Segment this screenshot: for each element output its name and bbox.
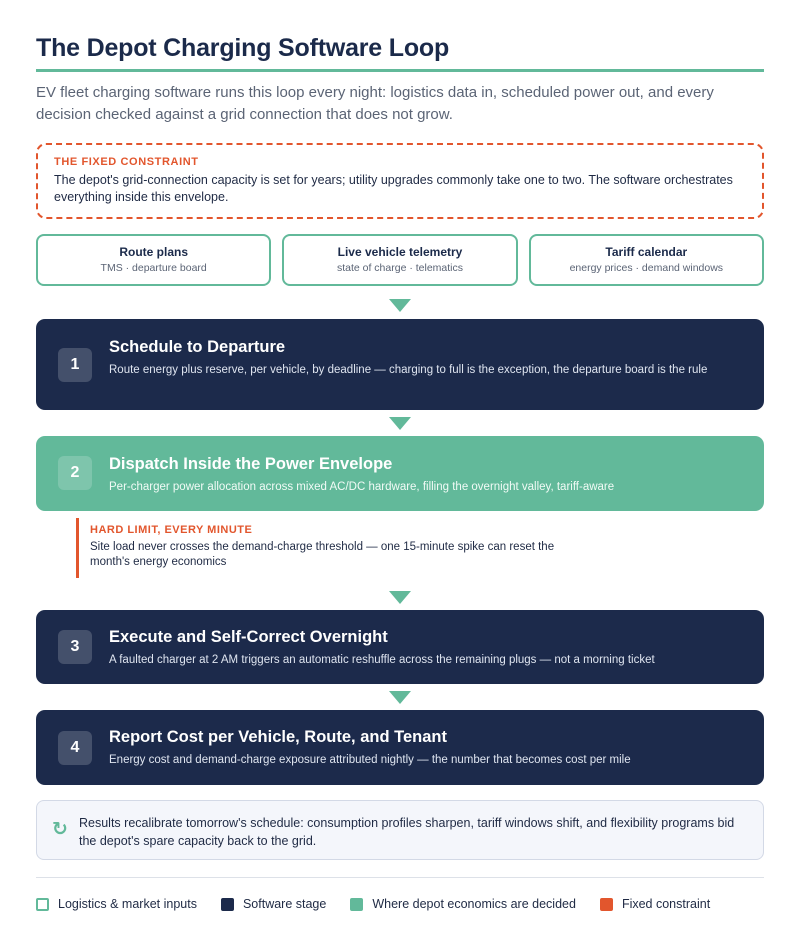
input-tariff-calendar — [529, 234, 764, 286]
legend-item-software-stage — [221, 897, 326, 911]
legend-item-economics — [350, 897, 576, 911]
hard-limit-callout — [76, 518, 576, 578]
stage-number-badge: 2 — [58, 456, 92, 490]
input-subtitle: state of charge · telematics — [336, 262, 464, 274]
legend-item-inputs — [36, 897, 197, 911]
page-title: The Depot Charging Software Loop — [36, 34, 450, 62]
flow-arrow-icon — [389, 417, 411, 430]
legend-label: Fixed constraint — [621, 897, 711, 911]
hard-limit-label: HARD LIMIT, EVERY MINUTE — [90, 524, 253, 536]
legend-label: Software stage — [242, 897, 327, 911]
fixed-constraint-text: The depot's grid-connection capacity is set for years; utility upgrades commonly take one to two. The software orchestrates everything inside this envelope. — [54, 173, 733, 204]
stage-3 — [36, 610, 764, 684]
page-subtitle: EV fleet charging software runs this loop every night: logistics data in, scheduled power out, and every decision checked against a grid connection that does not grow. — [36, 84, 714, 123]
flow-arrow-icon — [389, 299, 411, 312]
hard-limit-text: Site load never crosses the demand-charge threshold — one 15-minute spike can reset the month's energy economics — [90, 541, 555, 568]
input-subtitle: energy prices · demand windows — [569, 262, 724, 274]
stage-number-badge: 4 — [58, 731, 92, 765]
stage-2 — [36, 436, 764, 511]
input-route-plans — [36, 234, 271, 286]
input-title: Live vehicle telemetry — [337, 245, 463, 259]
stage-description: Energy cost and demand-charge exposure attributed nightly — the number that becomes cost per mile — [109, 754, 631, 766]
legend-divider — [36, 877, 764, 878]
input-title: Route plans — [119, 245, 188, 259]
legend-swatch-green — [350, 898, 363, 911]
input-vehicle-telemetry — [282, 234, 517, 286]
stage-title: Dispatch Inside the Power Envelope — [109, 455, 393, 473]
legend-label: Where depot economics are decided — [372, 897, 576, 911]
input-subtitle: TMS · departure board — [100, 262, 207, 274]
fixed-constraint-box — [36, 143, 764, 219]
flow-arrow-icon — [389, 691, 411, 704]
stage-number-badge: 1 — [58, 348, 92, 382]
legend-swatch-navy — [221, 898, 234, 911]
stage-description: A faulted charger at 2 AM triggers an automatic reshuffle across the remaining plugs — not a morning ticket — [109, 654, 655, 666]
title-underline — [36, 69, 764, 72]
legend-swatch-outline — [36, 898, 49, 911]
stage-description: Route energy plus reserve, per vehicle, by deadline — charging to full is the exception, the departure board is the rule — [109, 364, 708, 376]
fixed-constraint-label: THE FIXED CONSTRAINT — [54, 156, 199, 168]
stage-title: Schedule to Departure — [109, 338, 286, 356]
legend-item-fixed-constraint — [600, 897, 710, 911]
stage-title: Execute and Self-Correct Overnight — [109, 628, 388, 646]
feedback-loop-box — [36, 800, 764, 860]
stage-4 — [36, 710, 764, 785]
input-title: Tariff calendar — [605, 245, 688, 259]
legend-label: Logistics & market inputs — [58, 897, 197, 911]
input-row — [36, 234, 764, 286]
legend — [36, 895, 764, 913]
flow-arrow-icon — [389, 591, 411, 604]
stage-title: Report Cost per Vehicle, Route, and Tenant — [109, 728, 447, 746]
stage-description: Per-charger power allocation across mixed AC/DC hardware, filling the overnight valley, tariff-aware — [109, 481, 615, 493]
legend-swatch-orange — [600, 898, 613, 911]
stage-number-badge: 3 — [58, 630, 92, 664]
stage-1 — [36, 319, 764, 410]
feedback-text: Results recalibrate tomorrow's schedule: consumption profiles sharpen, tariff windows shift, and flexibility programs bid the depot's spare capacity back to the grid. — [79, 816, 735, 848]
refresh-icon: ↻ — [52, 819, 68, 840]
